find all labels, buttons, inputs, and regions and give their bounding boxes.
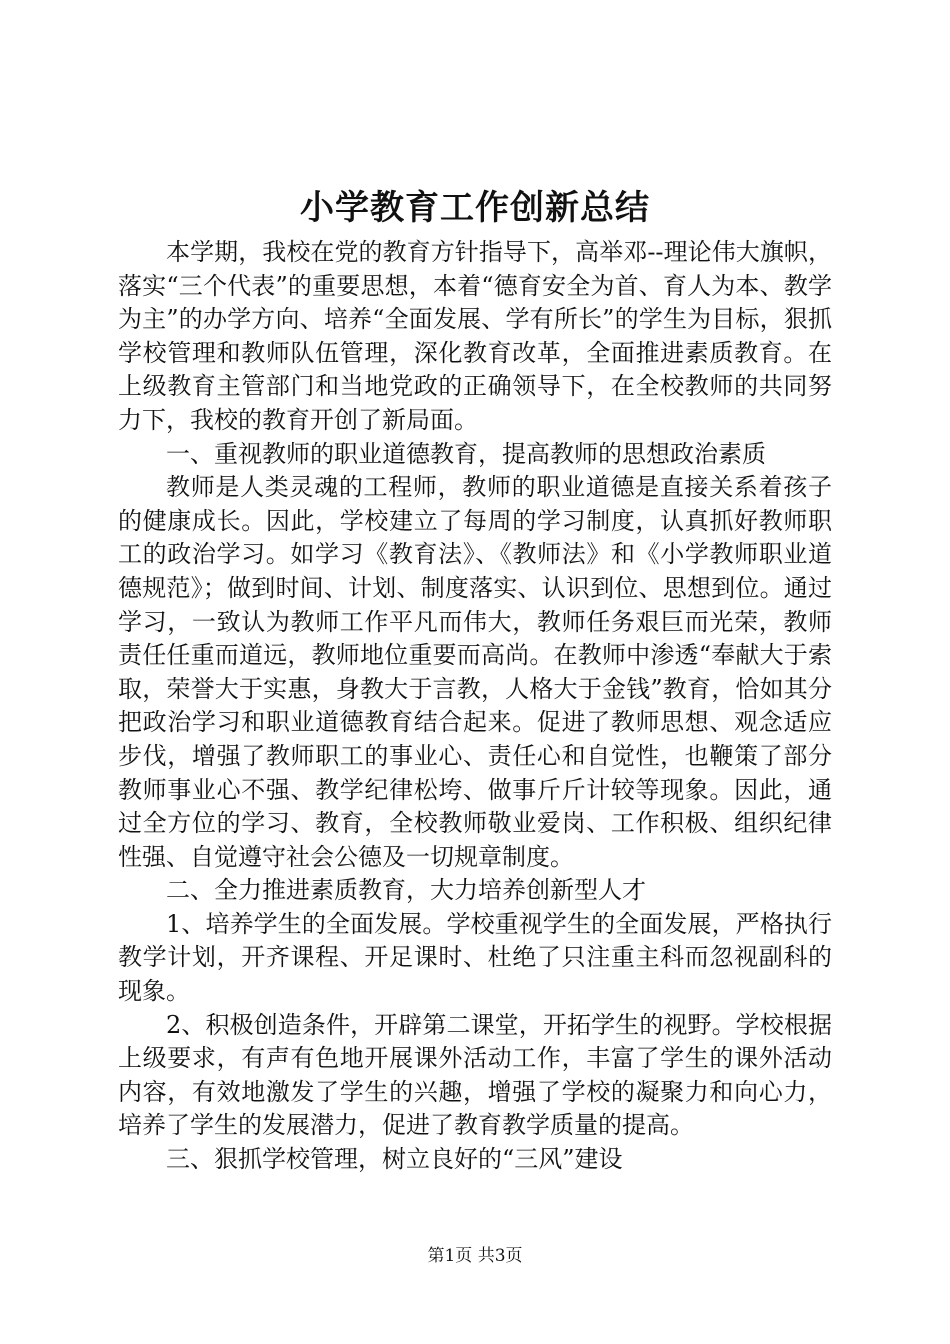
section-heading-1: 一、重视教师的职业道德教育，提高教师的思想政治素质 (166, 439, 766, 468)
paragraph-intro: 本学期，我校在党的教育方针指导下，高举邓--理论伟大旗帜，落实“三个代表”的重要思想，本着“德育安全为首、育人为本、教学为主”的办学方向、培养“全面发展、学有所长”的学生为目标，狠抓学校管理和教师队伍管理，深化教育改革，全面推进素质教育。在上级教育主管部门和当地党政的正确领导下，在全校教师的共同努力下，我校的教育开创了新局面。 (118, 238, 832, 434)
document-title: 小学教育工作创新总结 (300, 188, 650, 228)
section-heading-2: 二、全力推进素质教育，大力培养创新型人才 (166, 876, 646, 905)
paragraph-item-2: 2、积极创造条件，开辟第二课堂，开拓学生的视野。学校根据上级要求，有声有色地开展课外活动工作，丰富了学生的课外活动内容，有效地激发了学生的兴趣，增强了学校的凝聚力和向心力，培养了学生的发展潜力，促进了教育教学质量的提高。 (118, 1010, 832, 1140)
paragraph-item-1: 1、培养学生的全面发展。学校重视学生的全面发展，严格执行教学计划，开齐课程、开足课时、杜绝了只注重主科而忽视副科的现象。 (118, 909, 832, 1006)
section-heading-3: 三、狠抓学校管理，树立良好的“三风”建设 (166, 1145, 623, 1174)
page-number-label: 第1页 共3页 (427, 1246, 523, 1266)
paragraph-section-1: 教师是人类灵魂的工程师，教师的职业道德是直接关系着孩子的健康成长。因此，学校建立了每周的学习制度，认真抓好教师职工的政治学习。如学习《教育法》、《教师法》和《小学教师职业道德规范》；做到时间、计划、制度落实、认识到位、思想到位。通过学习，一致认为教师工作平凡而伟大，教师任务艰巨而光荣，教师责任任重而道远，教师地位重要而高尚。在教师中渗透“奉献大于索取，荣誉大于实惠，身教大于言教，人格大于金钱”教育，恰如其分把政治学习和职业道德教育结合起来。促进了教师思想、观念适应步伐，增强了教师职工的事业心、责任心和自觉性，也鞭策了部分教师事业心不强、教学纪律松垮、做事斤斤计较等现象。因此，通过全方位的学习、教育，全校教师敬业爱岗、工作积极、组织纪律性强、自觉遵守社会公德及一切规章制度。 (118, 473, 832, 871)
document-body (118, 236, 832, 1177)
page-footer (0, 1244, 950, 1268)
